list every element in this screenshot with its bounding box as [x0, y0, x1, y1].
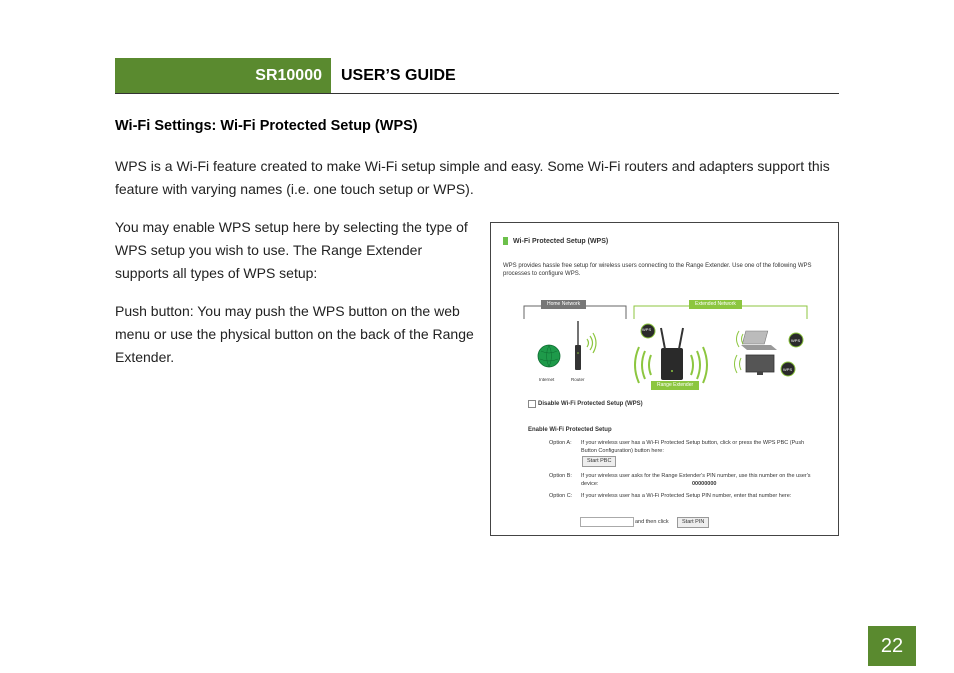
pin-value: 00000000 — [692, 481, 717, 487]
start-pin-button[interactable]: Start PIN — [677, 517, 709, 528]
router-label: Router — [571, 377, 585, 382]
wps-heading — [503, 237, 608, 245]
tv-icon — [735, 355, 796, 376]
paragraph-enable: You may enable WPS setup here by selecting the type of WPS setup you wish to use. The Range Extender supports all types of WPS setup: — [115, 219, 468, 281]
option-b-label: Option B: — [549, 473, 572, 479]
wps-screenshot — [490, 222, 839, 536]
pin-input[interactable] — [580, 517, 634, 527]
option-a-text: If your wireless user has a Wi-Fi Protected Setup button, click or press the WPS PBC (Push Button Configuration) button here: — [581, 440, 805, 454]
internet-label: Internet — [539, 377, 555, 382]
enable-wps-heading: Enable Wi-Fi Protected Setup — [528, 427, 612, 433]
wps-badge-extender: WPS — [642, 327, 652, 332]
extended-network-label: Extended Network — [689, 300, 742, 309]
page-number: 22 — [868, 626, 916, 666]
wps-description: WPS provides hassle free setup for wireless users connecting to the Range Extender. Use one of the following WPS processes to configure WPS. — [503, 263, 812, 277]
paragraph-intro: WPS is a Wi-Fi feature created to make Wi-Fi setup simple and easy. Some Wi-Fi routers and adapters support this feature with varying names (i.e. one touch setup or WPS). — [115, 158, 830, 197]
disable-wps-checkbox-row[interactable] — [528, 400, 643, 408]
option-b-text: If your wireless user asks for the Range Extender's PIN number, use this number on the user's device: — [581, 473, 811, 487]
option-c-text: If your wireless user has a Wi-Fi Protected Setup PIN number, enter that number here: — [581, 493, 792, 499]
heading-marker — [503, 237, 508, 245]
then-click-text: and then click — [635, 519, 669, 525]
wps-heading-text: Wi-Fi Protected Setup (WPS) — [513, 237, 609, 245]
router-icon — [575, 321, 596, 370]
wps-badge-laptop: WPS — [791, 338, 801, 343]
header-model: SR10000 — [255, 67, 322, 84]
range-extender-label: Range Extender — [651, 381, 699, 390]
disable-wps-label: Disable Wi-Fi Protected Setup (WPS) — [538, 401, 643, 407]
section-title: Wi-Fi Settings: Wi-Fi Protected Setup (WPS) — [115, 118, 418, 134]
header-model-badge — [115, 58, 331, 94]
disable-wps-checkbox[interactable] — [528, 400, 536, 408]
option-c-label: Option C: — [549, 493, 573, 499]
range-extender-icon — [635, 324, 707, 383]
paragraph-push-button: Push button: You may push the WPS button on the web menu or use the physical button on the back of the Range Extender. — [115, 303, 474, 365]
header-divider — [115, 93, 839, 94]
start-pbc-button[interactable]: Start PBC — [582, 456, 616, 467]
header-title: USER’S GUIDE — [341, 67, 456, 84]
wps-badge-tv: WPS — [783, 367, 793, 372]
home-network-label: Home Network — [541, 300, 586, 309]
globe-icon — [538, 345, 560, 367]
option-a-label: Option A: — [549, 440, 572, 446]
